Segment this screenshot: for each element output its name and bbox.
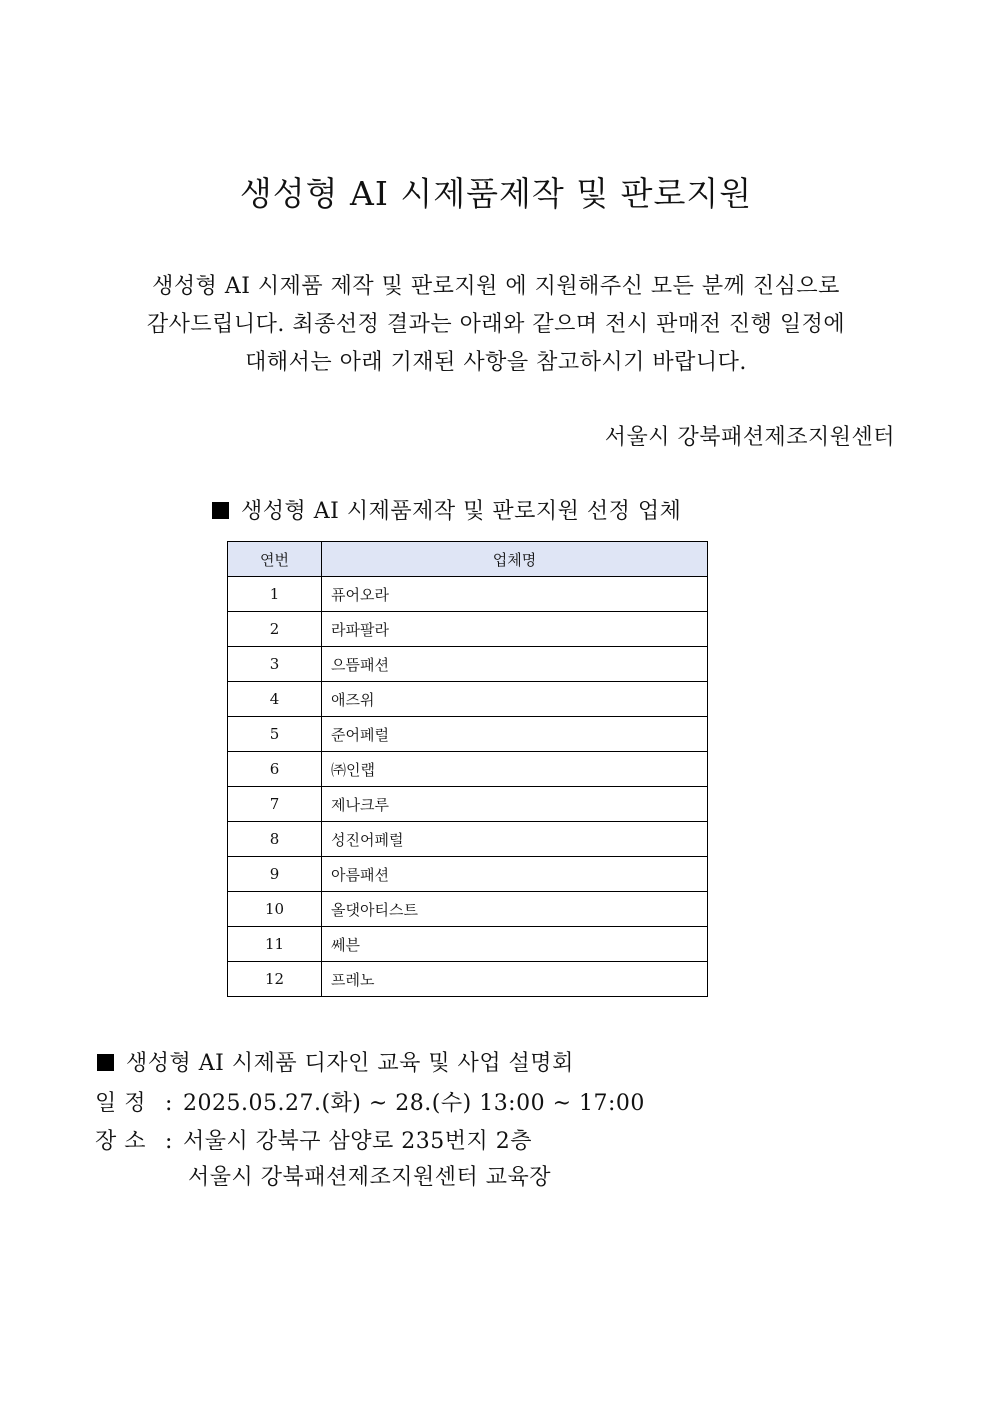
row-number: 9	[228, 857, 322, 892]
table-row	[228, 717, 708, 752]
place-row	[95, 1124, 532, 1155]
table-row	[228, 892, 708, 927]
company-name: 퓨어오라	[322, 577, 708, 612]
company-name: 준어페럴	[322, 717, 708, 752]
square-bullet-icon	[212, 502, 229, 519]
square-bullet-icon	[97, 1054, 114, 1071]
company-name: 으뜸패션	[322, 647, 708, 682]
company-name: 제나크루	[322, 787, 708, 822]
table-row	[228, 927, 708, 962]
row-number: 8	[228, 822, 322, 857]
company-name: 라파팔라	[322, 612, 708, 647]
document-title: 생성형 AI 시제품제작 및 판로지원	[239, 174, 753, 213]
place-venue: 서울시 강북패션제조지원센터 교육장	[188, 1165, 552, 1190]
company-name: 쎄븐	[322, 927, 708, 962]
sender-name: 서울시 강북패션제조지원센터	[604, 425, 895, 450]
row-number: 2	[228, 612, 322, 647]
selection-heading-text: 생성형 AI 시제품제작 및 판로지원 선정 업체	[241, 499, 682, 524]
intro-line: 생성형 AI 시제품 제작 및 판로지원 에 지원해주신 모든 분께 진심으로	[152, 274, 840, 299]
separator: :	[165, 1091, 173, 1116]
schedule-label: 일 정	[95, 1091, 146, 1116]
row-number: 10	[228, 892, 322, 927]
table-row	[228, 822, 708, 857]
row-number: 1	[228, 577, 322, 612]
row-number: 7	[228, 787, 322, 822]
row-number: 3	[228, 647, 322, 682]
separator: :	[165, 1129, 173, 1154]
table-header-row	[228, 542, 708, 577]
table-row	[228, 857, 708, 892]
event-heading-text: 생성형 AI 시제품 디자인 교육 및 사업 설명회	[126, 1051, 574, 1076]
place-address: 서울시 강북구 삼양로 235번지 2층	[183, 1129, 532, 1154]
row-number: 12	[228, 962, 322, 997]
table-row	[228, 752, 708, 787]
row-number: 6	[228, 752, 322, 787]
schedule-value: 2025.05.27.(화) ~ 28.(수) 13:00 ~ 17:00	[183, 1091, 645, 1116]
company-name: 프레노	[322, 962, 708, 997]
intro-paragraph	[100, 268, 892, 382]
table-row	[228, 647, 708, 682]
row-number: 11	[228, 927, 322, 962]
schedule-row	[95, 1086, 645, 1117]
event-heading	[97, 1046, 574, 1077]
company-name: 아름패션	[322, 857, 708, 892]
column-header-company: 업체명	[322, 542, 708, 577]
intro-line: 감사드립니다. 최종선정 결과는 아래와 같으며 전시 판매전 진행 일정에	[146, 312, 846, 337]
intro-line: 대해서는 아래 기재된 사항을 참고하시기 바랍니다.	[245, 350, 747, 375]
place-label: 장 소	[95, 1129, 146, 1154]
place-row-continued	[188, 1160, 551, 1191]
row-number: 5	[228, 717, 322, 752]
company-name: ㈜인랩	[322, 752, 708, 787]
column-header-number: 연번	[228, 542, 322, 577]
table-row	[228, 787, 708, 822]
company-name: 성진어페럴	[322, 822, 708, 857]
table-row	[228, 962, 708, 997]
table-row	[228, 612, 708, 647]
table-row	[228, 577, 708, 612]
selected-vendors-table	[227, 541, 708, 997]
table-body	[228, 577, 708, 997]
row-number: 4	[228, 682, 322, 717]
table-row	[228, 682, 708, 717]
selection-heading	[212, 494, 681, 525]
company-name: 애즈위	[322, 682, 708, 717]
company-name: 올댓아티스트	[322, 892, 708, 927]
